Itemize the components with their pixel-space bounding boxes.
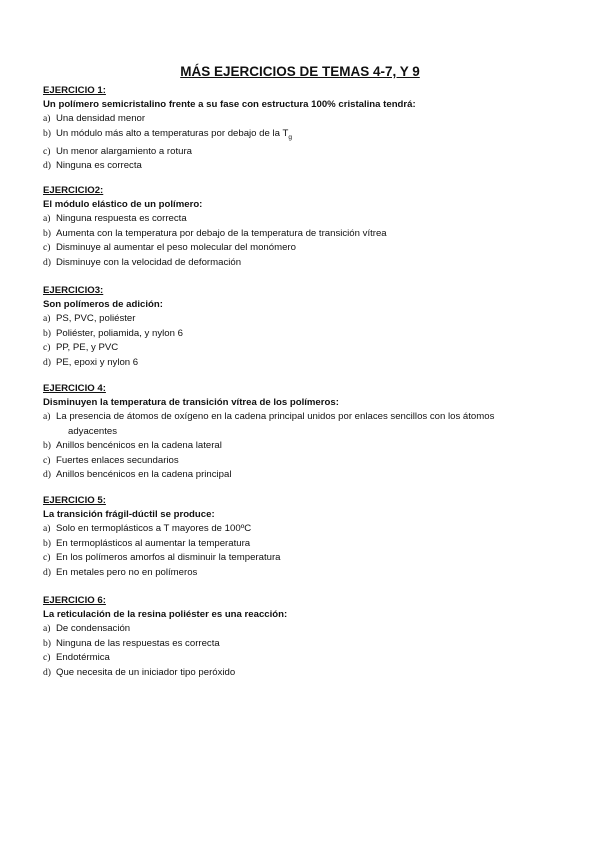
exercise-heading: EJERCICIO 4: bbox=[43, 383, 106, 394]
option-text: Ninguna de las respuestas es correcta bbox=[56, 637, 220, 649]
option-a bbox=[43, 622, 563, 637]
option-a bbox=[43, 212, 563, 227]
exercise-heading: EJERCICIO 1: bbox=[43, 85, 106, 96]
option-b bbox=[43, 439, 563, 454]
exercise-question: La transición frágil-dúctil se produce: bbox=[43, 509, 215, 520]
option-text: Un módulo más alto a temperaturas por debajo de la T bbox=[56, 127, 289, 139]
option-b bbox=[43, 327, 563, 342]
option-b bbox=[43, 227, 563, 242]
option-text: PP, PE, y PVC bbox=[56, 342, 119, 353]
option-text: Fuertes enlaces secundarios bbox=[56, 454, 179, 466]
exercise-heading: EJERCICIO 6: bbox=[43, 595, 106, 606]
option-b bbox=[43, 127, 563, 145]
option-text: La presencia de átomos de oxígeno en la cadena principal unidos por enlaces sencillos con los átomos bbox=[56, 411, 495, 422]
option-letter: b) bbox=[43, 327, 51, 339]
option-text: En metales pero no en polímeros bbox=[56, 566, 198, 578]
option-c bbox=[43, 341, 563, 356]
option-text: Anillos bencénicos en la cadena principal bbox=[56, 469, 232, 480]
option-c bbox=[43, 551, 563, 566]
option-a bbox=[43, 112, 563, 127]
option-c bbox=[43, 241, 563, 256]
option-letter: b) bbox=[43, 127, 51, 139]
option-letter: c) bbox=[43, 552, 51, 563]
option-text: Disminuye al aumentar el peso molecular del monómero bbox=[56, 242, 296, 253]
option-letter: b) bbox=[43, 537, 51, 549]
option-letter: d) bbox=[43, 356, 51, 368]
option-text: PS, PVC, poliéster bbox=[56, 313, 136, 324]
option-b bbox=[43, 537, 563, 552]
option-c bbox=[43, 651, 563, 666]
exercise-5 bbox=[43, 494, 563, 580]
option-letter: a) bbox=[43, 623, 51, 634]
option-letter: a) bbox=[43, 411, 51, 422]
exercise-3 bbox=[43, 284, 563, 370]
option-text: Disminuye con la velocidad de deformación bbox=[56, 256, 242, 268]
option-subscript: g bbox=[288, 133, 292, 141]
option-c bbox=[43, 454, 563, 469]
option-c bbox=[43, 145, 563, 160]
option-letter: c) bbox=[43, 342, 51, 353]
exercise-heading: EJERCICIO2: bbox=[43, 185, 104, 196]
exercise-question: El módulo elástico de un polímero: bbox=[43, 199, 203, 210]
option-text: Endotérmica bbox=[56, 652, 110, 663]
option-a bbox=[43, 312, 563, 327]
option-a bbox=[43, 522, 563, 537]
option-text: Ninguna respuesta es correcta bbox=[56, 213, 187, 224]
option-text: Una densidad menor bbox=[56, 113, 146, 124]
option-text-continuation: adyacentes bbox=[68, 425, 118, 437]
exercise-question: La reticulación de la resina poliéster es una reacción: bbox=[43, 609, 288, 620]
option-text: Ninguna es correcta bbox=[56, 160, 142, 172]
option-text: Un menor alargamiento a rotura bbox=[56, 145, 192, 157]
option-text: Anillos bencénicos en la cadena lateral bbox=[56, 440, 222, 451]
option-text: PE, epoxi y nylon 6 bbox=[56, 356, 139, 368]
option-letter: d) bbox=[43, 566, 51, 578]
option-text: En termoplásticos al aumentar la temperatura bbox=[56, 537, 251, 549]
option-letter: c) bbox=[43, 242, 51, 253]
option-text: Aumenta con la temperatura por debajo de la temperatura de transición vítrea bbox=[56, 227, 387, 239]
exercise-question: Disminuyen la temperatura de transición vítrea de los polímeros: bbox=[43, 397, 339, 408]
option-text: Solo en termoplásticos a T mayores de 100ºC bbox=[56, 523, 252, 534]
exercise-heading: EJERCICIO 5: bbox=[43, 495, 106, 506]
option-letter: a) bbox=[43, 113, 51, 124]
option-letter: d) bbox=[43, 469, 51, 480]
option-text: De condensación bbox=[56, 623, 131, 634]
exercise-6 bbox=[43, 594, 563, 680]
exercise-2 bbox=[43, 184, 563, 270]
option-letter: a) bbox=[43, 523, 51, 534]
option-letter: a) bbox=[43, 313, 51, 324]
option-letter: d) bbox=[43, 256, 51, 268]
option-letter: b) bbox=[43, 227, 51, 239]
option-letter: c) bbox=[43, 145, 51, 157]
option-letter: d) bbox=[43, 666, 51, 678]
exercise-question: Un polímero semicristalino frente a su fase con estructura 100% cristalina tendrá: bbox=[43, 99, 416, 110]
exercise-4 bbox=[43, 382, 563, 483]
option-a bbox=[43, 410, 563, 439]
option-letter: c) bbox=[43, 454, 51, 466]
exercise-question: Son polímeros de adición: bbox=[43, 299, 163, 310]
option-d bbox=[43, 566, 563, 581]
option-d bbox=[43, 356, 563, 371]
option-d bbox=[43, 256, 563, 271]
option-letter: d) bbox=[43, 160, 51, 172]
option-text: Poliéster, poliamida, y nylon 6 bbox=[56, 327, 183, 339]
option-letter: b) bbox=[43, 637, 51, 649]
option-d bbox=[43, 159, 563, 174]
option-d bbox=[43, 468, 563, 483]
option-letter: c) bbox=[43, 652, 51, 663]
option-letter: b) bbox=[43, 440, 51, 451]
page-title: MÁS EJERCICIOS DE TEMAS 4-7, Y 9 bbox=[180, 64, 420, 79]
option-text: Que necesita de un iniciador tipo peróxido bbox=[56, 666, 236, 678]
exercise-1 bbox=[43, 84, 563, 174]
option-b bbox=[43, 637, 563, 652]
option-d bbox=[43, 666, 563, 681]
option-text: En los polímeros amorfos al disminuir la temperatura bbox=[56, 552, 281, 563]
option-letter: a) bbox=[43, 213, 51, 224]
exercise-heading: EJERCICIO3: bbox=[43, 285, 104, 296]
